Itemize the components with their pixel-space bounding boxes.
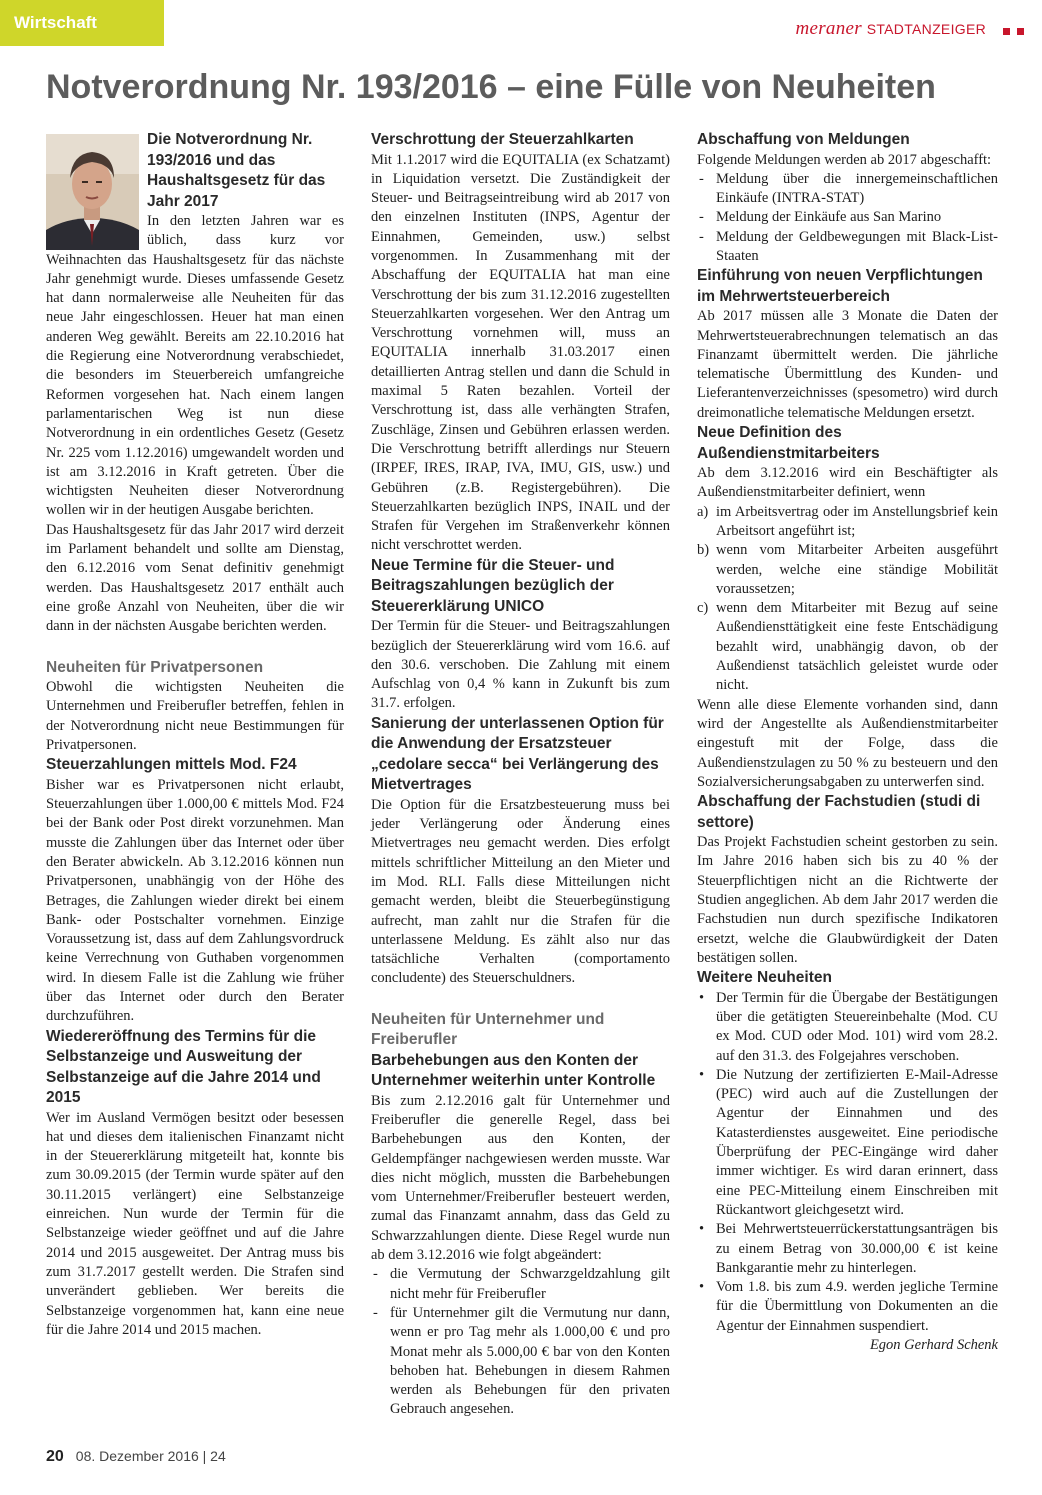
paragraph-f24: Bisher war es Privatpersonen nicht erlaubt, Steuerzahlungen über 1.000,00 € mittels Mod. F24 bei der Bank oder Post direkt vorzunehmen. Man musste die Zahlungen über das Internet oder über den Berater abwickeln. Ab 3.12.2016 können nun Privatpersonen, unabhängig von der Höhe des Betrages, die Zahlungen wieder direkt bei einem Bank- oder Postschalter vornehmen. Einzige Voraussetzung ist, dass auf dem Zahlungsvordruck keine Verrechnung von Guthaben vorgenommen wird. In diesem Falle ist die Zahlung wie früher über das Internet oder durch den Berater durchzuführen. — [46, 776, 344, 1025]
paragraph-termine: Der Termin für die Steuer- und Beitragszahlungen bezüglich der Steuererklärung wird vom 16.6. auf den 30.6. verschoben. Die Zahlung mit einem Aufschlag von 0,4 % kann in Zukunft bis zum 31.7. erfolgen. — [371, 618, 670, 712]
logo-square-icon — [1017, 28, 1024, 35]
list-item: - Meldung über die innergemeinschaftlichen Einkäufe (INTRA-STAT) — [697, 170, 998, 209]
section-heading-unternehmer: Neuheiten für Unternehmer und Freiberufler — [371, 1010, 605, 1049]
list-marker: b) — [697, 542, 710, 559]
list-item: • Vom 1.8. bis zum 4.9. werden jegliche Termine für die Übermittlung von Dokumenten an die Agentur der Einnahmen suspendiert. — [697, 1278, 998, 1336]
subheading-weitere: Weitere Neuheiten — [697, 969, 832, 987]
paragraph-selbstanzeige: Wer im Ausland Vermögen besitzt oder besessen hat und dieses dem italienischen Finanzamt nicht in der Steuererklärung mitgeteilt hat, konnte bis zum 30.09.2015 (der Termin wurde später auf den 30.11.2015 verlängert) eine Selbstanzeige einreichen. Nun wurde der Termin für die Selbstanzeige wieder geöffnet und auf die Jahre 2014 und 2015 ausgeweitet. Der Antrag muss bis zum 31.7.2017 gestellt werden. Die Strafen sind unverändert geblieben. Wer bereits die Selbstanzeige vorgenommen hat, kann eine neue für die Jahre 2014 und 2015 machen. — [46, 1109, 344, 1338]
logo-square-icon — [1003, 28, 1010, 35]
section-label: Wirtschaft — [0, 0, 164, 46]
list-item: - Meldung der Einkäufe aus San Marino — [697, 208, 998, 227]
page-number: 20 — [46, 1448, 64, 1465]
publication-logo — [795, 18, 986, 40]
issue-date: 08. Dezember 2016 | 24 — [75, 1448, 226, 1464]
list-item: - Meldung der Geldbewegungen mit Black-List-Staaten — [697, 228, 998, 267]
subheading-termine: Neue Termine für die Steuer- und Beitragszahlungen bezüglich der Steuererklärung UNICO — [371, 556, 615, 615]
list-item: • Die Nutzung der zertifizierten E-Mail-Adresse (PEC) wird auch auf die Zustellungen der Agentur der Einnahmen und des Katasterdienstes ausgeweitet. Eine periodische Überprüfung der PEC-Eingänge wird daher immer wichtiger. Es wird daran erinnert, dass eine PEC-Mitteilung einem Einschreiben mit Rückantwort gleichgesetzt wird. — [697, 1066, 998, 1220]
paragraph-privatpersonen: Obwohl die wichtigsten Neuheiten die Unternehmen und Freiberufler betreffen, fehlen in der Notverordnung nicht neue Bestimmungen für Privatpersonen. — [46, 679, 344, 753]
paragraph-fachstudien: Das Projekt Fachstudien scheint gestorben zu sein. Im Jahre 2016 haben sich bis zu 40 % der Steuerpflichtigen nicht an die Richtwerte der Studien angeglichen. Ab dem Jahr 2017 werden die Fachstudien nun durch spezifische Indikatoren ersetzt, welche die Glaubwürdigkeit der Daten bestätigen sollen. — [697, 834, 998, 966]
list-barbehebungen — [371, 1265, 670, 1419]
list-marker: a) — [697, 503, 709, 520]
column-1 — [46, 130, 344, 1340]
column-2 — [371, 130, 670, 1420]
column-3 — [697, 130, 998, 1355]
list-weitere — [697, 989, 998, 1336]
paragraph-meldungen: Folgende Meldungen werden ab 2017 abgeschafft: — [697, 151, 992, 168]
list-item — [697, 503, 998, 542]
list-item-text: wenn dem Mitarbeiter mit Bezug auf seine Außendiensttätigkeit eine feste Entschädigung bezahlt wird, unabhängig davon, ob der Außendienst tatsächlich geleistet wurde oder nicht. — [716, 600, 998, 694]
article-headline: Notverordnung Nr. 193/2016 – eine Fülle von Neuheiten — [46, 68, 936, 106]
list-item — [697, 599, 998, 695]
subheading-barbehebungen: Barbehebungen aus den Konten der Unternehmer weiterhin unter Kontrolle — [371, 1051, 656, 1090]
intro-paragraph-2: Das Haushaltsgesetz für das Jahr 2017 wird derzeit im Parlament behandelt und sollte am Dienstag, den 6.12.2016 vom Senat definitiv genehmigt werden. Das Haushaltsgesetz 2017 enthält auch eine große Anzahl von Neuheiten, über die wir dann in der nächsten Ausgabe berichten werden. — [46, 521, 344, 635]
subheading-selbstanzeige: Wiedereröffnung des Termins für die Selbstanzeige und Ausweitung der Selbstanzeige auf die Jahre 2014 und 2015 — [46, 1027, 321, 1107]
author-name: Egon Gerhard Schenk — [869, 1337, 998, 1354]
logo-part-meraner: meraner — [795, 18, 862, 39]
paragraph-sanierung: Die Option für die Ersatzbesteuerung muss bei jeder Verlängerung oder Änderung eines Mietvertrages neu gemacht werden. Dies erfolgt mittels schriftlicher Mitteilung an den Mieter und im Mod. RLI. Falls diese Mitteilungen nicht gemacht werden, bleibt die Steuerbegünstigung aufrecht, man zahlt nur die Strafen für die unterlassene Meldung. Es zählt also nur das tatsächliche Verhalten (comportamento concludente) des Steuerschuldners. — [371, 796, 670, 987]
subheading-aussendienst: Neue Definition des Außendienstmitarbeiters — [697, 424, 880, 462]
list-item-text: im Arbeitsvertrag oder im Anstellungsbrief kein Arbeitsort angeführt ist; — [716, 503, 998, 539]
list-item — [697, 541, 998, 599]
list-item: - für Unternehmer gilt die Vermutung nur dann, wenn er pro Tag mehr als 1.000,00 € und pro Monat mehr als 5.000,00 € bar von den Konten behoben hat. Behebungen in diesem Rahmen werden als Behebungen für den privaten Gebrauch angesehen. — [371, 1304, 670, 1420]
author-portrait — [46, 134, 139, 250]
subheading-mehrwertsteuer: Einführung von neuen Verpflichtungen im Mehrwertsteuerbereich — [697, 267, 983, 305]
paragraph-verschrottung: Mit 1.1.2017 wird die EQUITALIA (ex Schatzamt) in Liquidation versetzt. Die Zuständigkeit der Steuer- und Beitragseintreibung wird ab 2017 von den einzelnen Instituten (INPS, Agentur der Einnahmen, Gemeinden, usw.) selbst vorgenommen. In Zusammenhang mit der Abschaffung der EQUITALIA hat man eine Verschrottung der bis zum 31.12.2016 zugestellten Steuerzahlkarten vorgesehen. Wer den Antrag um Verschrottung vornehmen will, muss an EQUITALIA innerhalb 31.03.2017 einen detaillierten Antrag stellen und dann die Schuld in maximal 5 Raten bezahlen. Vorteil der Verschrottung ist, dass alle verhängten Strafen, Zuschläge, Zinsen und Gebühren erlassen werden. Die Verschrottung betrifft allerdings nur Steuern (IRPEF, IRES, IRAP, IVA, IMU, GIS, usw.) und Gebühren (z.B. Registergebühren). Die Steuerzahlkarten bezüglich INPS, INAIL und der Strafen für Vergehen im Straßenverkehr können nicht verschrottet werden. — [371, 151, 670, 554]
paragraph-barbehebungen: Bis zum 2.12.2016 galt für Unternehmer und Freiberufler die generelle Regel, dass bei Barbehebungen aus den Konten, der Geldempfänger nachgewiesen werden musste. War dies nicht möglich, mussten die Barbehebungen vom Unternehmer/Freiberufler besteuert werden, zumal das Finanzamt annahm, dass das Geld zu Schwarzzahlungen diente. Diese Regel wurde nun ab dem 3.12.2016 wie folgt abgeändert: — [371, 1092, 670, 1264]
list-aussendienst — [697, 503, 998, 696]
subheading-fachstudien: Abschaffung der Fachstudien (studi di settore) — [697, 793, 981, 831]
section-heading-privatpersonen: Neuheiten für Privatpersonen — [46, 658, 264, 676]
list-item: - die Vermutung der Schwarzgeldzahlung gilt nicht mehr für Freiberufler — [371, 1265, 670, 1304]
intro-heading: Die Notverordnung Nr. 193/2016 und das Haushaltsgesetz für das Jahr 2017 — [147, 131, 326, 210]
intro-paragraph: In den letzten Jahren war es üblich, dass kurz vor Weihnachten das Haushaltsgesetz für das nächste Jahr genehmigt wurde. Dieses umfassende Gesetz hat dann normalerweise alle Neuheiten für das neue Jahr eingeschlossen. Heuer hat man einen anderen Weg gewählt. Bereits am 22.10.2016 hat die Regierung eine Notverordnung verabschiedet, die besonders im Steuerbereich umfangreiche Reformen vorgesehen hat. Nach einem langen parlamentarischen Weg ist nun diese Notverordnung in ein ordentliches Gesetz (Gesetz Nr. 225 vom 1.12.2016) umgewandelt worden und ist am 3.12.2016 in Kraft getreten. Über die wichtigsten Neuheiten dieser Notverordnung wollen wir in der heutigen Ausgabe berichten. — [46, 213, 344, 519]
subheading-verschrottung: Verschrottung der Steuerzahlkarten — [371, 131, 634, 148]
list-item-text: wenn vom Mitarbeiter Arbeiten ausgeführt werden, welche eine ständige Mobilität voraussetzen; — [716, 542, 998, 597]
list-item: • Der Termin für die Übergabe der Bestätigungen über die getätigten Steuereinbehalte (Mod. CU ex Mod. CUD oder Mod. 101) wird vom 28.2. auf den 31.3. des Folgejahres verschoben. — [697, 989, 998, 1066]
subheading-f24: Steuerzahlungen mittels Mod. F24 — [46, 756, 297, 774]
list-item: • Bei Mehrwertsteuerrückerstattungsanträgen bis zu einem Betrag von 30.000,00 € ist keine Bankgarantie mehr zu hinterlegen. — [697, 1220, 998, 1278]
page-footer — [46, 1448, 226, 1466]
subheading-meldungen: Abschaffung von Meldungen — [697, 131, 910, 148]
paragraph-aussendienst: Ab dem 3.12.2016 wird ein Beschäftigter als Außendienstmitarbeiter definiert, wenn — [697, 465, 998, 501]
subheading-sanierung: Sanierung der unterlassenen Option für die Anwendung der Ersatzsteuer „cedolare secca“ bei Verlängerung des Mietvertrages — [371, 714, 664, 794]
paragraph-aussendienst-2: Wenn alle diese Elemente vorhanden sind, dann wird der Angestellte als Außendienstmitarbeiter eingestuft mit der Folge, dass die Außendienstzulagen zu 50 % zu besteuern und den Sozialversicherungsabgaben zu unterwerfen sind. — [697, 696, 998, 790]
paragraph-mehrwertsteuer: Ab 2017 müssen alle 3 Monate die Daten der Mehrwertsteuerabrechnungen telematisch an das Finanzamt übermittelt werden. Die jährliche telematische Übermittlung des Kunden- und Lieferantenverzeichnisses (spesometro) wird durch dreimonatliche telematische Meldungen ersetzt. — [697, 308, 998, 421]
logo-part-stadtanzeiger: STADTANZEIGER — [866, 21, 986, 37]
list-marker: c) — [697, 600, 709, 617]
intro-block — [46, 130, 344, 521]
list-meldungen — [697, 170, 998, 266]
